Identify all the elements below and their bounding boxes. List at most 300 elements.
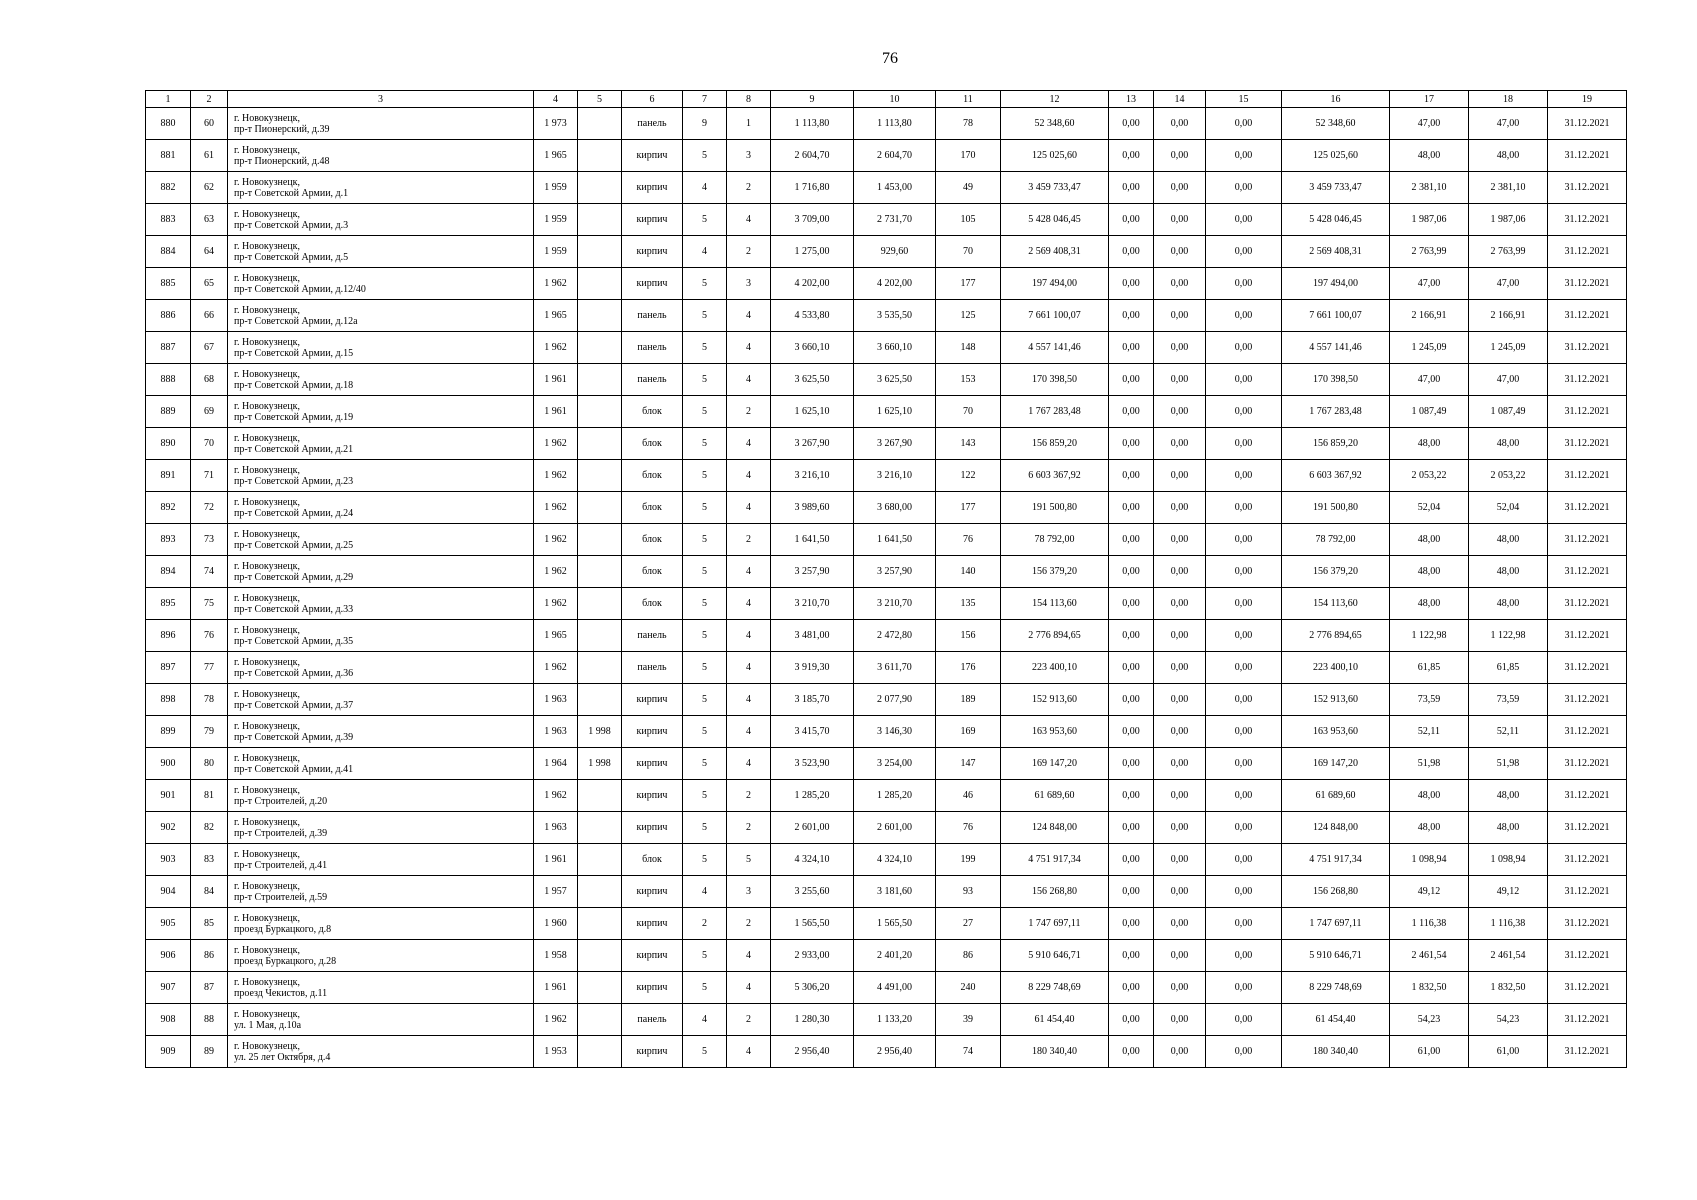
cell-col-13: 0,00 <box>1109 364 1154 396</box>
cell-col-15: 0,00 <box>1206 1036 1282 1068</box>
cell-col-15: 0,00 <box>1206 204 1282 236</box>
cell-col-10: 3 216,10 <box>854 460 936 492</box>
cell-col-12: 180 340,40 <box>1001 1036 1109 1068</box>
table-row <box>146 620 1627 652</box>
cell-col-16: 61 454,40 <box>1282 1004 1390 1036</box>
cell-col-9: 3 185,70 <box>771 684 854 716</box>
cell-col-11: 153 <box>936 364 1001 396</box>
cell-col-13: 0,00 <box>1109 428 1154 460</box>
cell-col-13: 0,00 <box>1109 812 1154 844</box>
cell-col-6: кирпич <box>622 876 683 908</box>
cell-col-15: 0,00 <box>1206 588 1282 620</box>
cell-col-8: 2 <box>727 236 771 268</box>
cell-col-2: 78 <box>191 684 228 716</box>
cell-col-6: кирпич <box>622 236 683 268</box>
column-header-16: 16 <box>1282 91 1390 108</box>
cell-col-17: 2 461,54 <box>1390 940 1469 972</box>
cell-col-6: блок <box>622 492 683 524</box>
cell-col-12: 1 747 697,11 <box>1001 908 1109 940</box>
cell-col-2: 86 <box>191 940 228 972</box>
cell-col-14: 0,00 <box>1154 332 1206 364</box>
cell-col-8: 4 <box>727 940 771 972</box>
cell-col-2: 84 <box>191 876 228 908</box>
cell-col-16: 5 910 646,71 <box>1282 940 1390 972</box>
cell-col-9: 2 604,70 <box>771 140 854 172</box>
cell-col-1: 891 <box>146 460 191 492</box>
cell-col-16: 191 500,80 <box>1282 492 1390 524</box>
cell-col-18: 2 166,91 <box>1469 300 1548 332</box>
address-street: пр-т Советской Армии, д.21 <box>234 443 354 455</box>
table-row <box>146 588 1627 620</box>
cell-address <box>228 876 534 908</box>
cell-col-15: 0,00 <box>1206 300 1282 332</box>
address-city: г. Новокузнецк, <box>234 912 301 924</box>
cell-col-11: 78 <box>936 108 1001 140</box>
cell-col-6: кирпич <box>622 748 683 780</box>
cell-col-2: 67 <box>191 332 228 364</box>
column-header-17: 17 <box>1390 91 1469 108</box>
cell-col-2: 60 <box>191 108 228 140</box>
cell-col-1: 894 <box>146 556 191 588</box>
cell-col-19: 31.12.2021 <box>1548 492 1627 524</box>
cell-col-19: 31.12.2021 <box>1548 300 1627 332</box>
table-row <box>146 524 1627 556</box>
table-row <box>146 364 1627 396</box>
cell-col-6: кирпич <box>622 684 683 716</box>
cell-col-6: панель <box>622 652 683 684</box>
cell-col-9: 3 210,70 <box>771 588 854 620</box>
cell-col-2: 69 <box>191 396 228 428</box>
cell-col-16: 61 689,60 <box>1282 780 1390 812</box>
cell-col-1: 887 <box>146 332 191 364</box>
cell-col-7: 5 <box>683 524 727 556</box>
cell-col-7: 5 <box>683 684 727 716</box>
cell-col-12: 223 400,10 <box>1001 652 1109 684</box>
cell-col-19: 31.12.2021 <box>1548 460 1627 492</box>
cell-col-4: 1 962 <box>534 652 578 684</box>
cell-col-5 <box>578 588 622 620</box>
cell-col-15: 0,00 <box>1206 140 1282 172</box>
cell-col-2: 83 <box>191 844 228 876</box>
cell-col-19: 31.12.2021 <box>1548 524 1627 556</box>
address-street: пр-т Строителей, д.20 <box>234 795 328 807</box>
cell-col-5 <box>578 332 622 364</box>
cell-col-19: 31.12.2021 <box>1548 236 1627 268</box>
cell-col-13: 0,00 <box>1109 972 1154 1004</box>
cell-col-8: 4 <box>727 364 771 396</box>
cell-col-5 <box>578 556 622 588</box>
address-street: пр-т Советской Армии, д.18 <box>234 379 354 391</box>
address-city: г. Новокузнецк, <box>234 272 301 284</box>
cell-col-2: 70 <box>191 428 228 460</box>
cell-col-2: 65 <box>191 268 228 300</box>
cell-col-9: 4 202,00 <box>771 268 854 300</box>
cell-address <box>228 908 534 940</box>
cell-col-17: 73,59 <box>1390 684 1469 716</box>
address-street: пр-т Советской Армии, д.29 <box>234 571 354 583</box>
cell-col-18: 47,00 <box>1469 108 1548 140</box>
cell-col-1: 902 <box>146 812 191 844</box>
cell-col-6: панель <box>622 620 683 652</box>
address-city: г. Новокузнецк, <box>234 784 301 796</box>
cell-col-15: 0,00 <box>1206 332 1282 364</box>
cell-col-16: 152 913,60 <box>1282 684 1390 716</box>
cell-col-13: 0,00 <box>1109 620 1154 652</box>
cell-col-7: 5 <box>683 972 727 1004</box>
table-row <box>146 812 1627 844</box>
cell-col-19: 31.12.2021 <box>1548 876 1627 908</box>
cell-col-7: 5 <box>683 844 727 876</box>
cell-col-14: 0,00 <box>1154 588 1206 620</box>
cell-col-8: 4 <box>727 300 771 332</box>
cell-col-12: 3 459 733,47 <box>1001 172 1109 204</box>
cell-col-15: 0,00 <box>1206 652 1282 684</box>
address-street: пр-т Советской Армии, д.36 <box>234 667 354 679</box>
cell-col-17: 2 166,91 <box>1390 300 1469 332</box>
cell-col-5 <box>578 908 622 940</box>
cell-col-5 <box>578 972 622 1004</box>
cell-col-10: 3 146,30 <box>854 716 936 748</box>
column-header-18: 18 <box>1469 91 1548 108</box>
cell-col-11: 70 <box>936 236 1001 268</box>
cell-col-7: 5 <box>683 780 727 812</box>
cell-col-19: 31.12.2021 <box>1548 780 1627 812</box>
cell-col-17: 2 381,10 <box>1390 172 1469 204</box>
cell-col-1: 890 <box>146 428 191 460</box>
cell-col-12: 124 848,00 <box>1001 812 1109 844</box>
cell-col-15: 0,00 <box>1206 812 1282 844</box>
table-row <box>146 780 1627 812</box>
cell-col-11: 140 <box>936 556 1001 588</box>
cell-col-6: блок <box>622 524 683 556</box>
address-city: г. Новокузнецк, <box>234 208 301 220</box>
cell-col-18: 47,00 <box>1469 364 1548 396</box>
cell-col-9: 1 716,80 <box>771 172 854 204</box>
address-city: г. Новокузнецк, <box>234 1008 301 1020</box>
cell-col-4: 1 962 <box>534 428 578 460</box>
cell-col-9: 1 113,80 <box>771 108 854 140</box>
cell-col-13: 0,00 <box>1109 108 1154 140</box>
address-street: проезд Буркацкого, д.28 <box>234 955 337 967</box>
cell-col-8: 1 <box>727 108 771 140</box>
cell-col-18: 48,00 <box>1469 428 1548 460</box>
cell-col-17: 48,00 <box>1390 428 1469 460</box>
cell-col-14: 0,00 <box>1154 492 1206 524</box>
cell-col-14: 0,00 <box>1154 876 1206 908</box>
cell-col-5 <box>578 268 622 300</box>
cell-col-8: 3 <box>727 876 771 908</box>
cell-col-7: 4 <box>683 876 727 908</box>
address-city: г. Новокузнецк, <box>234 240 301 252</box>
cell-col-11: 240 <box>936 972 1001 1004</box>
cell-col-7: 5 <box>683 556 727 588</box>
cell-col-9: 1 625,10 <box>771 396 854 428</box>
cell-col-5 <box>578 364 622 396</box>
cell-col-6: кирпич <box>622 908 683 940</box>
address-street: пр-т Советской Армии, д.1 <box>234 187 349 199</box>
address-street: пр-т Советской Армии, д.24 <box>234 507 354 519</box>
cell-col-10: 3 611,70 <box>854 652 936 684</box>
cell-col-11: 199 <box>936 844 1001 876</box>
cell-address <box>228 460 534 492</box>
cell-col-15: 0,00 <box>1206 684 1282 716</box>
address-street: пр-т Советской Армии, д.5 <box>234 251 349 263</box>
cell-col-9: 1 565,50 <box>771 908 854 940</box>
cell-col-10: 4 202,00 <box>854 268 936 300</box>
cell-col-19: 31.12.2021 <box>1548 972 1627 1004</box>
cell-col-5 <box>578 684 622 716</box>
cell-col-6: кирпич <box>622 940 683 972</box>
cell-col-14: 0,00 <box>1154 620 1206 652</box>
column-header-9: 9 <box>771 91 854 108</box>
cell-col-14: 0,00 <box>1154 556 1206 588</box>
address-street: пр-т Пионерский, д.39 <box>234 123 330 135</box>
column-header-1: 1 <box>146 91 191 108</box>
cell-address <box>228 972 534 1004</box>
cell-col-18: 54,23 <box>1469 1004 1548 1036</box>
cell-col-4: 1 962 <box>534 492 578 524</box>
cell-col-16: 8 229 748,69 <box>1282 972 1390 1004</box>
cell-col-10: 3 660,10 <box>854 332 936 364</box>
cell-col-12: 7 661 100,07 <box>1001 300 1109 332</box>
cell-col-13: 0,00 <box>1109 492 1154 524</box>
cell-col-9: 1 275,00 <box>771 236 854 268</box>
cell-col-7: 5 <box>683 940 727 972</box>
cell-col-17: 2 053,22 <box>1390 460 1469 492</box>
table-row <box>146 876 1627 908</box>
cell-address <box>228 620 534 652</box>
cell-col-1: 898 <box>146 684 191 716</box>
cell-col-18: 48,00 <box>1469 812 1548 844</box>
cell-col-13: 0,00 <box>1109 460 1154 492</box>
cell-address <box>228 364 534 396</box>
cell-col-9: 3 660,10 <box>771 332 854 364</box>
table-body <box>146 108 1627 1068</box>
cell-col-15: 0,00 <box>1206 108 1282 140</box>
address-street: проезд Буркацкого, д.8 <box>234 923 332 935</box>
cell-col-2: 77 <box>191 652 228 684</box>
cell-col-19: 31.12.2021 <box>1548 748 1627 780</box>
cell-col-9: 3 415,70 <box>771 716 854 748</box>
cell-col-14: 0,00 <box>1154 524 1206 556</box>
cell-col-14: 0,00 <box>1154 908 1206 940</box>
address-city: г. Новокузнецк, <box>234 144 301 156</box>
column-header-3: 3 <box>228 91 534 108</box>
cell-address <box>228 588 534 620</box>
cell-col-13: 0,00 <box>1109 908 1154 940</box>
column-header-2: 2 <box>191 91 228 108</box>
cell-col-9: 3 989,60 <box>771 492 854 524</box>
cell-col-8: 2 <box>727 524 771 556</box>
cell-col-7: 5 <box>683 300 727 332</box>
cell-col-6: кирпич <box>622 268 683 300</box>
cell-col-15: 0,00 <box>1206 364 1282 396</box>
cell-col-8: 4 <box>727 972 771 1004</box>
address-city: г. Новокузнецк, <box>234 336 301 348</box>
cell-col-2: 82 <box>191 812 228 844</box>
cell-col-11: 169 <box>936 716 1001 748</box>
cell-col-6: кирпич <box>622 204 683 236</box>
cell-col-19: 31.12.2021 <box>1548 428 1627 460</box>
cell-col-19: 31.12.2021 <box>1548 588 1627 620</box>
cell-col-14: 0,00 <box>1154 812 1206 844</box>
cell-col-7: 9 <box>683 108 727 140</box>
cell-col-18: 2 053,22 <box>1469 460 1548 492</box>
cell-col-10: 3 267,90 <box>854 428 936 460</box>
cell-address <box>228 844 534 876</box>
cell-address <box>228 652 534 684</box>
cell-col-6: блок <box>622 428 683 460</box>
cell-col-14: 0,00 <box>1154 972 1206 1004</box>
cell-col-6: панель <box>622 1004 683 1036</box>
cell-col-6: кирпич <box>622 972 683 1004</box>
cell-col-19: 31.12.2021 <box>1548 1004 1627 1036</box>
cell-col-6: кирпич <box>622 780 683 812</box>
cell-col-9: 4 533,80 <box>771 300 854 332</box>
address-street: пр-т Строителей, д.59 <box>234 891 328 903</box>
cell-col-2: 74 <box>191 556 228 588</box>
cell-col-1: 883 <box>146 204 191 236</box>
cell-col-13: 0,00 <box>1109 524 1154 556</box>
cell-col-18: 2 763,99 <box>1469 236 1548 268</box>
cell-col-7: 5 <box>683 492 727 524</box>
cell-col-4: 1 960 <box>534 908 578 940</box>
cell-col-18: 48,00 <box>1469 556 1548 588</box>
cell-col-15: 0,00 <box>1206 1004 1282 1036</box>
cell-col-19: 31.12.2021 <box>1548 108 1627 140</box>
address-city: г. Новокузнецк, <box>234 688 301 700</box>
cell-col-16: 170 398,50 <box>1282 364 1390 396</box>
cell-col-12: 8 229 748,69 <box>1001 972 1109 1004</box>
cell-col-19: 31.12.2021 <box>1548 396 1627 428</box>
cell-col-6: кирпич <box>622 812 683 844</box>
cell-col-2: 88 <box>191 1004 228 1036</box>
table-row <box>146 556 1627 588</box>
cell-col-10: 3 257,90 <box>854 556 936 588</box>
cell-col-17: 48,00 <box>1390 556 1469 588</box>
cell-col-16: 163 953,60 <box>1282 716 1390 748</box>
cell-col-16: 1 767 283,48 <box>1282 396 1390 428</box>
cell-address <box>228 396 534 428</box>
cell-col-4: 1 965 <box>534 300 578 332</box>
cell-col-5 <box>578 524 622 556</box>
cell-col-18: 51,98 <box>1469 748 1548 780</box>
cell-col-5 <box>578 1004 622 1036</box>
cell-col-7: 5 <box>683 268 727 300</box>
cell-address <box>228 556 534 588</box>
cell-col-4: 1 963 <box>534 812 578 844</box>
cell-col-15: 0,00 <box>1206 620 1282 652</box>
cell-col-12: 6 603 367,92 <box>1001 460 1109 492</box>
address-city: г. Новокузнецк, <box>234 496 301 508</box>
cell-col-5 <box>578 396 622 428</box>
address-street: пр-т Советской Армии, д.37 <box>234 699 354 711</box>
cell-col-1: 880 <box>146 108 191 140</box>
cell-col-16: 156 268,80 <box>1282 876 1390 908</box>
cell-col-13: 0,00 <box>1109 268 1154 300</box>
address-city: г. Новокузнецк, <box>234 720 301 732</box>
cell-col-7: 5 <box>683 332 727 364</box>
cell-col-15: 0,00 <box>1206 780 1282 812</box>
cell-col-16: 78 792,00 <box>1282 524 1390 556</box>
cell-col-15: 0,00 <box>1206 908 1282 940</box>
cell-address <box>228 524 534 556</box>
cell-col-8: 4 <box>727 716 771 748</box>
cell-col-2: 81 <box>191 780 228 812</box>
cell-col-1: 895 <box>146 588 191 620</box>
cell-col-5: 1 998 <box>578 716 622 748</box>
cell-col-8: 2 <box>727 908 771 940</box>
cell-col-7: 4 <box>683 1004 727 1036</box>
cell-col-14: 0,00 <box>1154 300 1206 332</box>
cell-col-19: 31.12.2021 <box>1548 812 1627 844</box>
cell-address <box>228 204 534 236</box>
table-row <box>146 748 1627 780</box>
cell-col-17: 1 832,50 <box>1390 972 1469 1004</box>
table-row <box>146 908 1627 940</box>
cell-col-6: блок <box>622 844 683 876</box>
cell-col-5 <box>578 172 622 204</box>
cell-col-5 <box>578 300 622 332</box>
cell-col-19: 31.12.2021 <box>1548 172 1627 204</box>
cell-col-12: 191 500,80 <box>1001 492 1109 524</box>
header-row <box>146 91 1627 108</box>
cell-col-6: панель <box>622 300 683 332</box>
cell-col-4: 1 965 <box>534 140 578 172</box>
cell-col-6: панель <box>622 364 683 396</box>
cell-col-8: 4 <box>727 620 771 652</box>
cell-col-13: 0,00 <box>1109 556 1154 588</box>
cell-col-5: 1 998 <box>578 748 622 780</box>
cell-col-5 <box>578 428 622 460</box>
cell-col-8: 4 <box>727 204 771 236</box>
cell-col-7: 5 <box>683 716 727 748</box>
cell-col-5 <box>578 1036 622 1068</box>
cell-col-13: 0,00 <box>1109 844 1154 876</box>
cell-col-19: 31.12.2021 <box>1548 268 1627 300</box>
address-city: г. Новокузнецк, <box>234 176 301 188</box>
cell-col-11: 27 <box>936 908 1001 940</box>
cell-col-19: 31.12.2021 <box>1548 940 1627 972</box>
cell-col-1: 885 <box>146 268 191 300</box>
cell-col-4: 1 953 <box>534 1036 578 1068</box>
address-street: пр-т Советской Армии, д.19 <box>234 411 354 423</box>
cell-col-10: 4 491,00 <box>854 972 936 1004</box>
cell-col-10: 2 472,80 <box>854 620 936 652</box>
cell-col-9: 3 481,00 <box>771 620 854 652</box>
cell-col-11: 70 <box>936 396 1001 428</box>
cell-col-2: 79 <box>191 716 228 748</box>
cell-col-12: 154 113,60 <box>1001 588 1109 620</box>
cell-col-7: 5 <box>683 396 727 428</box>
cell-col-6: блок <box>622 396 683 428</box>
cell-address <box>228 684 534 716</box>
cell-col-13: 0,00 <box>1109 748 1154 780</box>
cell-col-16: 156 859,20 <box>1282 428 1390 460</box>
cell-col-8: 4 <box>727 556 771 588</box>
cell-col-18: 1 122,98 <box>1469 620 1548 652</box>
cell-col-12: 156 859,20 <box>1001 428 1109 460</box>
cell-col-2: 75 <box>191 588 228 620</box>
cell-col-12: 61 689,60 <box>1001 780 1109 812</box>
cell-col-11: 177 <box>936 268 1001 300</box>
cell-col-4: 1 963 <box>534 716 578 748</box>
cell-col-16: 223 400,10 <box>1282 652 1390 684</box>
cell-col-11: 170 <box>936 140 1001 172</box>
cell-address <box>228 268 534 300</box>
cell-col-11: 147 <box>936 748 1001 780</box>
cell-col-15: 0,00 <box>1206 940 1282 972</box>
